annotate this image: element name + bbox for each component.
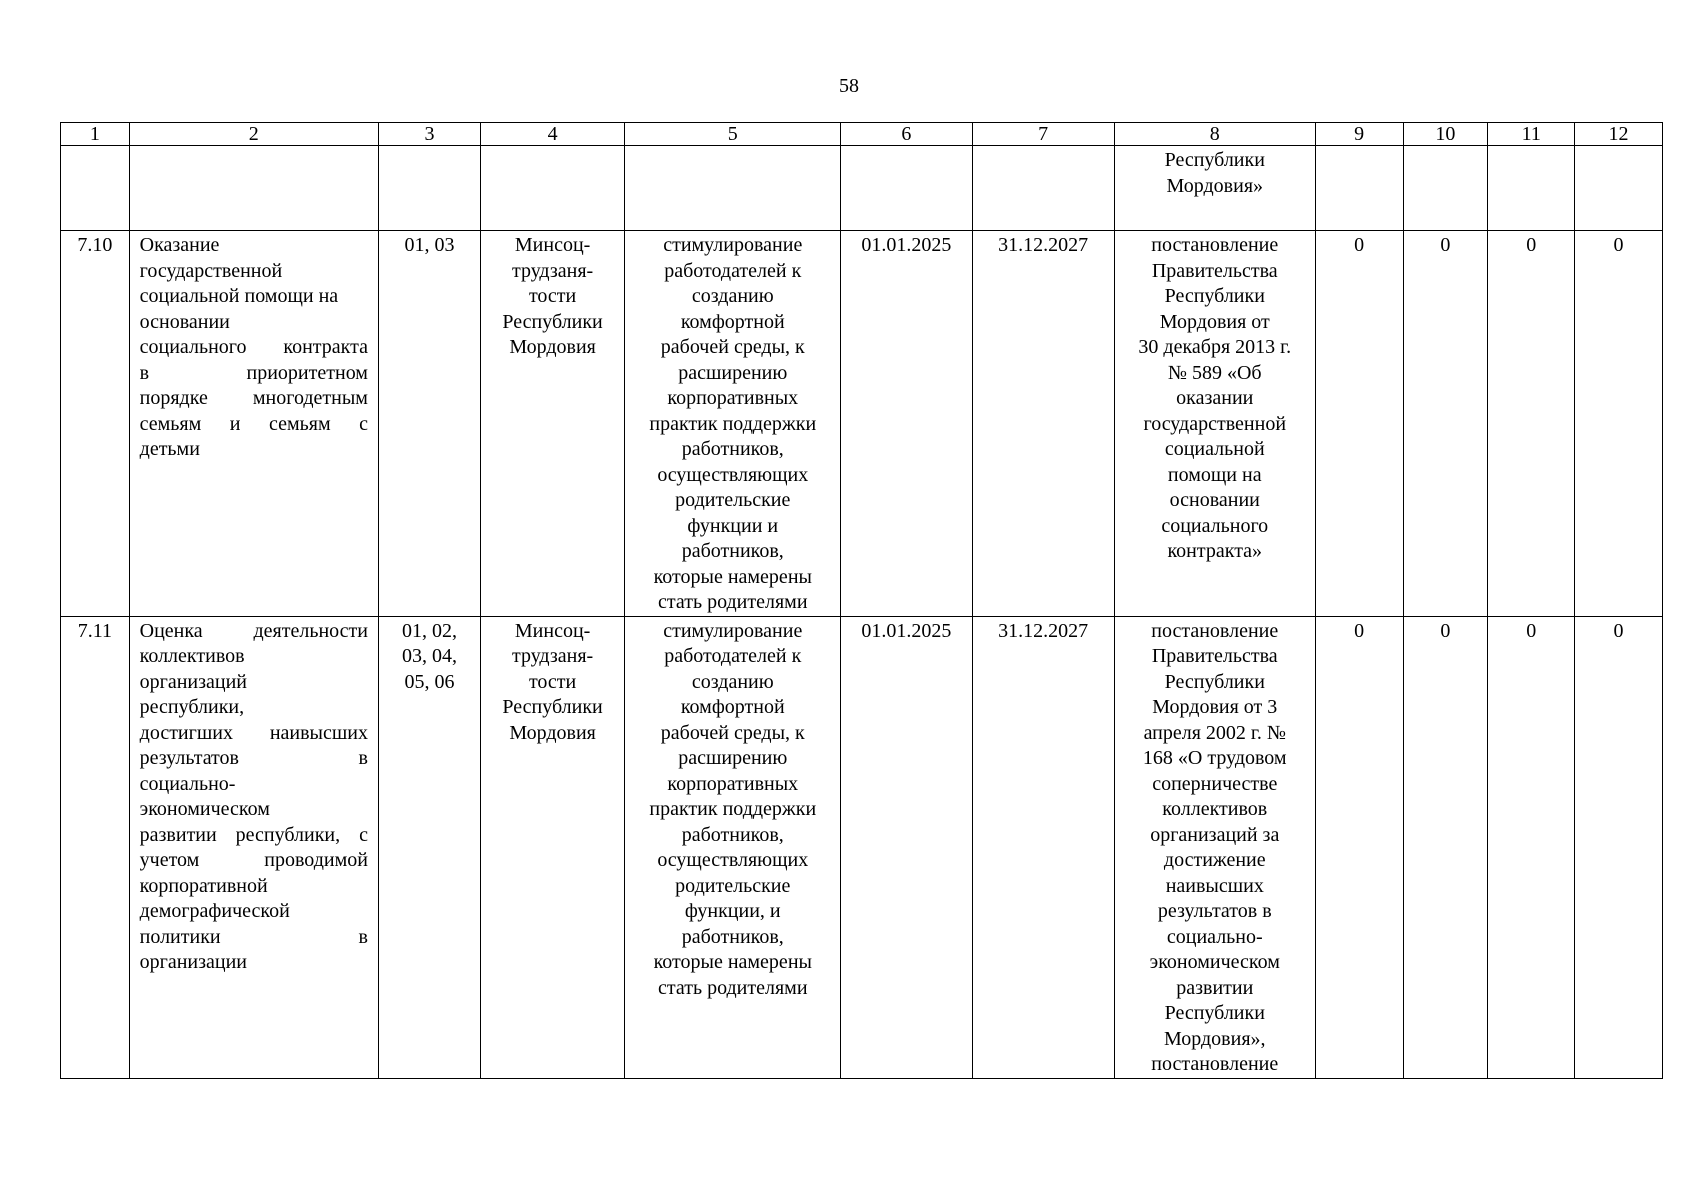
text-line: результатов в [1157,900,1272,922]
text-line: основании [1169,489,1260,511]
text-line: контракта» [1167,540,1263,562]
text-line: рабочей среды, к [660,721,805,744]
text-line: комфортной [680,696,785,718]
table-cell [480,146,624,231]
text-line: Мордовия от 3 [1152,696,1278,718]
text-line: корпоративной [139,874,268,897]
start-date-cell: 01.01.2025 [841,616,972,1078]
column-header: 10 [1403,123,1488,146]
text-line: постановление [1151,619,1279,642]
text-line: Мордовия от [1159,310,1270,333]
text-line: Республики [1164,149,1265,171]
text-line: стать родителями [658,591,808,613]
column-header: 9 [1315,123,1403,146]
column-header: 2 [129,123,378,146]
text-line: коллективов [1162,798,1268,820]
text-line: социальной помощи на [139,285,339,307]
column-header: 4 [480,123,624,146]
text-line: 01, 03 [404,234,455,256]
text-line: государственной [1143,412,1287,435]
column-header: 6 [841,123,972,146]
text-line: работников, [681,823,784,846]
text-line: практик поддержки [649,412,817,435]
text-line: Мордовия», [1163,1027,1266,1050]
text-line: постановление [1151,234,1279,256]
value-cell: 0 [1315,616,1403,1078]
end-date-cell: 31.12.2027 [972,231,1114,617]
text-line: достигших наивысших [139,721,368,744]
text-line: республики, [139,696,245,718]
text-line: основании [139,310,230,333]
text-line: социально- [139,772,236,795]
table-cell [61,146,130,231]
text-line: осуществляющих [657,463,809,486]
value-cell: 0 [1575,616,1663,1078]
text-line: которые намерены [653,951,812,973]
text-line: результатов в [139,747,368,769]
text-line: трудзаня- [511,645,594,667]
table-cell [129,146,378,231]
text-line: работодателей к [664,645,802,667]
legal-basis-cell [1114,146,1315,231]
value-cell: 0 [1488,231,1575,617]
text-line: которые намерены [653,565,812,588]
text-line: № 589 «Об [1167,361,1262,384]
row-number: 7.10 [61,231,130,617]
text-line: в приоритетном [139,361,368,384]
column-header: 7 [972,123,1114,146]
table-cell [1315,146,1403,231]
text-line: работников, [681,925,784,948]
value-cell: 0 [1575,231,1663,617]
text-line: Республики [1164,285,1265,307]
text-line: наивысших [1165,874,1264,897]
text-line: социального [1161,514,1269,537]
text-line: оказании [1176,387,1254,409]
column-header: 8 [1114,123,1315,146]
text-line: учетом проводимой [139,849,368,871]
text-line: порядке многодетным [139,387,368,409]
text-line: Мордовия» [1166,174,1264,197]
text-line: организации [139,951,248,973]
text-line: корпоративных [667,772,799,795]
text-line: Правительства [1151,645,1278,667]
text-line: осуществляющих [657,849,809,871]
legal-basis-cell [1114,231,1315,617]
text-line: стимулирование [663,234,803,256]
column-header: 1 [61,123,130,146]
executor-cell [480,231,624,617]
text-line: стать родителями [658,976,808,999]
text-line: Минсоц- [514,234,591,256]
value-cell: 0 [1403,231,1488,617]
column-header: 11 [1488,123,1575,146]
text-line: рабочей среды, к [660,336,805,358]
column-header: 3 [378,123,480,146]
text-line: экономическом [139,798,270,820]
text-line: расширению [678,747,788,769]
column-header: 12 [1575,123,1663,146]
activities-table [60,122,1663,1079]
text-line: политики в [139,925,368,948]
text-line: работодателей к [664,259,802,282]
text-line: 01, 02, [401,619,457,642]
text-line: родительские [675,489,791,511]
table-cell [972,146,1114,231]
text-line: помощи на [1167,463,1262,486]
text-line: созданию [691,285,774,307]
text-line: государственной [139,259,283,282]
column-number-row [61,123,1663,146]
codes-cell [378,616,480,1078]
end-date-cell: 31.12.2027 [972,616,1114,1078]
value-cell: 0 [1488,616,1575,1078]
table-cell [1403,146,1488,231]
text-line: работников, [681,438,784,460]
continuation-row [61,146,1663,231]
text-line: организаций [139,670,248,693]
text-line: достижение [1163,849,1266,871]
legal-basis-cell [1114,616,1315,1078]
codes-cell [378,231,480,617]
text-line: стимулирование [663,619,803,642]
text-line: Мордовия [509,721,596,744]
text-line: функции и [687,514,779,537]
text-line: демографической [139,900,290,922]
text-line: Республики [502,696,603,718]
text-line: соперничестве [1152,772,1278,795]
text-line: Правительства [1151,259,1278,282]
table-cell [841,146,972,231]
text-line: коллективов [139,645,245,667]
activity-name-cell [129,231,378,617]
text-line: 30 декабря 2013 г. [1138,336,1292,358]
text-line: развитии [1176,976,1254,999]
text-line: 03, 04, [401,645,457,667]
text-line: расширению [678,361,788,384]
text-line: Республики [502,310,603,333]
table-cell [1488,146,1575,231]
text-line: тости [528,670,577,693]
page-number: 58 [839,75,859,97]
text-line: корпоративных [667,387,799,409]
table-cell [625,146,841,231]
column-header: 5 [625,123,841,146]
table-cell [378,146,480,231]
text-line: функции, и [684,900,781,922]
value-cell: 0 [1315,231,1403,617]
text-line: родительские [675,874,791,897]
activity-name-cell [129,616,378,1078]
text-line: Республики [1164,670,1265,693]
text-line: развитии республики, с [139,823,368,846]
text-line: тости [528,285,577,307]
text-line: постановление [1151,1053,1279,1075]
table-row [61,616,1663,1078]
text-line: детьми [139,438,200,460]
text-line: Оценка деятельности [139,619,368,642]
table-row [61,231,1663,617]
value-cell: 0 [1403,616,1488,1078]
text-line: семьям и семьям с [139,412,368,435]
text-line: созданию [691,670,774,693]
text-line: апреля 2002 г. № [1143,721,1286,744]
text-line: Республики [1164,1002,1265,1024]
text-line: 168 «О трудовом [1142,747,1287,769]
executor-cell [480,616,624,1078]
text-line: организаций за [1150,823,1280,846]
text-line: трудзаня- [511,259,594,282]
start-date-cell: 01.01.2025 [841,231,972,617]
expected-result-cell [625,231,841,617]
table-cell [1575,146,1663,231]
text-line: социально- [1166,925,1263,948]
text-line: Оказание [139,234,220,256]
text-line: экономическом [1149,951,1280,973]
text-line: комфортной [680,310,785,333]
text-line: работников, [681,540,784,562]
text-line: 05, 06 [404,670,455,693]
row-number: 7.11 [61,616,130,1078]
text-line: Минсоц- [514,619,591,642]
text-line: Мордовия [509,336,596,358]
text-line: социальной [1164,438,1265,460]
expected-result-cell [625,616,841,1078]
text-line: практик поддержки [649,798,817,820]
text-line: социального контракта [139,336,368,358]
